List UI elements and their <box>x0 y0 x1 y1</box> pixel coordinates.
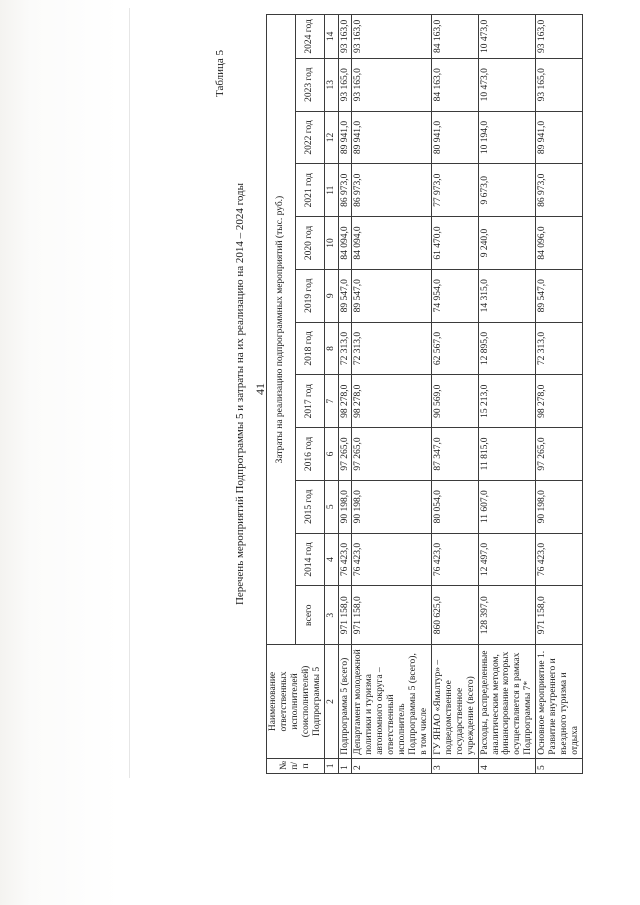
row-name: Департамент молодежной политики и туризма автономного округа – ответственный исполнитель Подпрограммы 5 (всего), в том числе <box>352 645 431 759</box>
year-value: 61 470,0 <box>431 217 478 270</box>
header-year: 2024 год <box>295 15 324 59</box>
year-value: 86 973,0 <box>352 164 431 217</box>
column-index: 5 <box>324 480 338 533</box>
header-row-1 <box>267 15 296 774</box>
year-value: 11 815,0 <box>478 428 536 481</box>
year-value: 77 973,0 <box>431 164 478 217</box>
header-year: 2020 год <box>295 217 324 270</box>
column-index: 11 <box>324 164 338 217</box>
year-value: 9 673,0 <box>478 164 536 217</box>
column-index: 4 <box>324 533 338 586</box>
row-name: Подпрограмма 5 (всего) <box>338 645 352 759</box>
year-value: 72 313,0 <box>352 322 431 375</box>
header-costs-group: Затраты на реализацию подпрограммных мероприятий (тыс. руб.) <box>267 15 296 645</box>
year-value: 93 163,0 <box>338 15 352 59</box>
header-year: 2019 год <box>295 269 324 322</box>
year-value: 10 473,0 <box>478 58 536 111</box>
row-total: 971 158,0 <box>536 586 583 645</box>
year-value: 90 198,0 <box>352 480 431 533</box>
table-row <box>478 15 536 774</box>
row-total: 128 397,0 <box>478 586 536 645</box>
table-row <box>352 15 431 774</box>
year-value: 89 547,0 <box>338 269 352 322</box>
header-total: всего <box>295 586 324 645</box>
year-value: 84 094,0 <box>352 217 431 270</box>
year-value: 98 278,0 <box>338 375 352 428</box>
year-value: 86 973,0 <box>536 164 583 217</box>
year-value: 93 163,0 <box>352 15 431 59</box>
header-year: 2016 год <box>295 428 324 481</box>
column-index: 14 <box>324 15 338 59</box>
row-number: 1 <box>338 758 352 773</box>
year-value: 89 941,0 <box>536 111 583 164</box>
header-name: Наименование ответственных исполнителей (соисполнителей) Подпрограммы 5 <box>267 645 325 759</box>
row-name: Основное мероприятие 1. Развитие внутреннего и въездного туризма и отдыха <box>536 645 583 759</box>
column-index-row <box>324 15 338 774</box>
row-name: Расходы, распределенные аналитическим методом, финансирование которых осуществляется в рамках Подпрограммы 7* <box>478 645 536 759</box>
year-value: 76 423,0 <box>338 533 352 586</box>
header-year: 2017 год <box>295 375 324 428</box>
year-value: 76 423,0 <box>536 533 583 586</box>
year-value: 98 278,0 <box>536 375 583 428</box>
rotated-page-content <box>133 11 633 777</box>
year-value: 84 163,0 <box>431 15 478 59</box>
year-value: 98 278,0 <box>352 375 431 428</box>
column-index: 9 <box>324 269 338 322</box>
header-year: 2022 год <box>295 111 324 164</box>
year-value: 12 895,0 <box>478 322 536 375</box>
row-number: 3 <box>431 758 478 773</box>
header-year: 2015 год <box>295 480 324 533</box>
header-year: 2018 год <box>295 322 324 375</box>
year-value: 12 497,0 <box>478 533 536 586</box>
column-index: 7 <box>324 375 338 428</box>
year-value: 10 473,0 <box>478 15 536 59</box>
year-value: 90 198,0 <box>338 480 352 533</box>
column-index: 13 <box>324 58 338 111</box>
column-index: 12 <box>324 111 338 164</box>
column-index: 1 <box>324 758 338 773</box>
year-value: 86 973,0 <box>338 164 352 217</box>
year-value: 11 607,0 <box>478 480 536 533</box>
row-number: 5 <box>536 758 583 773</box>
year-value: 15 213,0 <box>478 375 536 428</box>
year-value: 80 054,0 <box>431 480 478 533</box>
row-number: 2 <box>352 758 431 773</box>
year-value: 72 313,0 <box>536 322 583 375</box>
year-value: 97 265,0 <box>352 428 431 481</box>
year-value: 89 941,0 <box>352 111 431 164</box>
table-row <box>431 15 478 774</box>
year-value: 93 165,0 <box>338 58 352 111</box>
table-label: Таблица 5 <box>214 49 226 97</box>
table-row <box>338 15 352 774</box>
column-index: 2 <box>324 645 338 759</box>
header-year: 2014 год <box>295 533 324 586</box>
year-value: 84 094,0 <box>338 217 352 270</box>
expenses-table <box>266 14 583 774</box>
year-value: 90 569,0 <box>431 375 478 428</box>
year-value: 93 165,0 <box>536 58 583 111</box>
year-value: 10 194,0 <box>478 111 536 164</box>
table-title: Перечень мероприятий Подпрограммы 5 и затраты на их реализацию на 2014 – 2024 годы <box>234 182 246 606</box>
column-index: 8 <box>324 322 338 375</box>
row-total: 971 158,0 <box>352 586 431 645</box>
year-value: 62 567,0 <box>431 322 478 375</box>
header-year: 2021 год <box>295 164 324 217</box>
year-value: 84 096,0 <box>536 217 583 270</box>
year-value: 74 954,0 <box>431 269 478 322</box>
row-number: 4 <box>478 758 536 773</box>
year-value: 97 265,0 <box>536 428 583 481</box>
year-value: 76 423,0 <box>352 533 431 586</box>
year-value: 87 347,0 <box>431 428 478 481</box>
year-value: 72 313,0 <box>338 322 352 375</box>
year-value: 93 163,0 <box>536 15 583 59</box>
column-index: 3 <box>324 586 338 645</box>
year-value: 80 941,0 <box>431 111 478 164</box>
row-total: 860 625,0 <box>431 586 478 645</box>
column-index: 6 <box>324 428 338 481</box>
year-value: 14 315,0 <box>478 269 536 322</box>
year-value: 9 240,0 <box>478 217 536 270</box>
header-num: № п/п <box>267 758 325 773</box>
row-total: 971 158,0 <box>338 586 352 645</box>
row-name: ГУ ЯНАО «Ямалтур» – подведомственное государственное учреждение (всего) <box>431 645 478 759</box>
year-value: 89 547,0 <box>536 269 583 322</box>
column-index: 10 <box>324 217 338 270</box>
table-row <box>536 15 583 774</box>
year-value: 90 198,0 <box>536 480 583 533</box>
year-value: 84 163,0 <box>431 58 478 111</box>
year-value: 89 547,0 <box>352 269 431 322</box>
year-value: 93 165,0 <box>352 58 431 111</box>
year-value: 97 265,0 <box>338 428 352 481</box>
header-year: 2023 год <box>295 58 324 111</box>
year-value: 76 423,0 <box>431 533 478 586</box>
year-value: 89 941,0 <box>338 111 352 164</box>
page-number: 41 <box>253 383 267 395</box>
